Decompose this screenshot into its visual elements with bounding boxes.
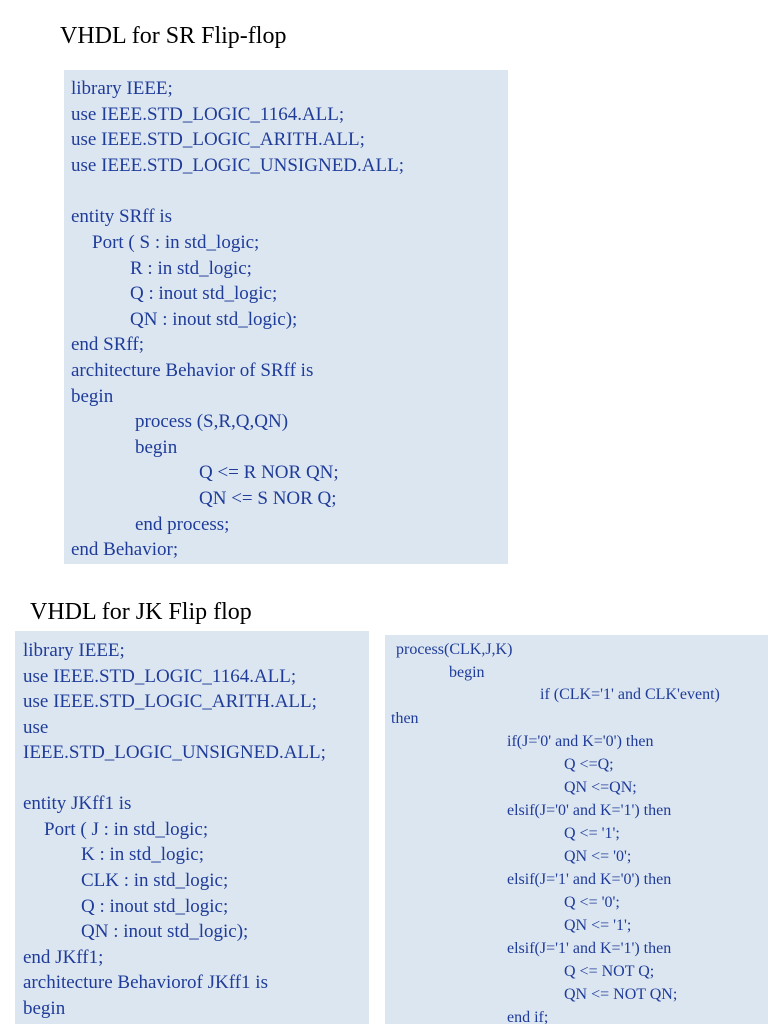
code-line: QN <= NOT QN; bbox=[564, 986, 678, 1003]
code-line: end JKff1; bbox=[23, 947, 104, 968]
jk-heading: VHDL for JK Flip flop bbox=[30, 599, 252, 625]
code-line: use IEEE.STD_LOGIC_ARITH.ALL; bbox=[23, 691, 317, 712]
code-line: QN : inout std_logic); bbox=[81, 921, 249, 942]
code-line: CLK : in std_logic; bbox=[81, 870, 229, 891]
code-line: QN <=QN; bbox=[564, 779, 637, 796]
code-line: if (CLK='1' and CLK'event) bbox=[540, 686, 720, 703]
code-line: use IEEE.STD_LOGIC_UNSIGNED.ALL; bbox=[71, 155, 404, 176]
code-line: Q <= R NOR QN; bbox=[199, 462, 339, 483]
code-line: R : in std_logic; bbox=[130, 258, 252, 279]
code-line: QN <= '0'; bbox=[564, 848, 632, 865]
code-line: use IEEE.STD_LOGIC_1164.ALL; bbox=[71, 104, 345, 125]
code-line: process (S,R,Q,QN) bbox=[135, 411, 289, 432]
code-line: Q <= '0'; bbox=[564, 894, 620, 911]
code-line: end if; bbox=[507, 1009, 549, 1024]
code-line: elsif(J='1' and K='1') then bbox=[507, 940, 672, 957]
code-line: end process; bbox=[135, 514, 230, 535]
code-line: Q <=Q; bbox=[564, 756, 614, 773]
jk-code-block-left bbox=[15, 631, 369, 1024]
code-line: begin bbox=[449, 664, 485, 681]
code-line: QN <= S NOR Q; bbox=[199, 488, 337, 509]
code-line: end Behavior; bbox=[71, 539, 179, 560]
code-line: K : in std_logic; bbox=[81, 844, 204, 865]
sr-code-block bbox=[64, 70, 508, 564]
code-line: Port ( J : in std_logic; bbox=[44, 819, 209, 840]
code-line: Q <= '1'; bbox=[564, 825, 620, 842]
code-line: elsif(J='0' and K='1') then bbox=[507, 802, 672, 819]
code-line: Q : inout std_logic; bbox=[81, 896, 229, 917]
code-line: Q : inout std_logic; bbox=[130, 283, 278, 304]
code-line: if(J='0' and K='0') then bbox=[507, 733, 654, 750]
code-line: entity JKff1 is bbox=[23, 793, 132, 814]
code-line: use bbox=[23, 717, 49, 738]
code-line: library IEEE; bbox=[23, 640, 125, 661]
code-line: elsif(J='1' and K='0') then bbox=[507, 871, 672, 888]
code-line: QN : inout std_logic); bbox=[130, 309, 298, 330]
code-line: end SRff; bbox=[71, 334, 145, 355]
code-line: Port ( S : in std_logic; bbox=[92, 232, 260, 253]
code-line: QN <= '1'; bbox=[564, 917, 632, 934]
code-line: entity SRff is bbox=[71, 206, 172, 227]
code-line: then bbox=[391, 710, 419, 727]
code-line: architecture Behavior of SRff is bbox=[71, 360, 314, 381]
code-line: Q <= NOT Q; bbox=[564, 963, 655, 980]
sr-heading: VHDL for SR Flip-flop bbox=[60, 23, 287, 49]
code-line: library IEEE; bbox=[71, 78, 173, 99]
code-line: begin bbox=[135, 437, 178, 458]
code-line: architecture Behaviorof JKff1 is bbox=[23, 972, 268, 993]
code-line: begin bbox=[23, 998, 66, 1019]
jk-code-block-right bbox=[385, 635, 768, 1024]
code-line: process(CLK,J,K) bbox=[396, 641, 513, 658]
code-line: use IEEE.STD_LOGIC_ARITH.ALL; bbox=[71, 129, 365, 150]
code-line: begin bbox=[71, 386, 114, 407]
code-line: use IEEE.STD_LOGIC_1164.ALL; bbox=[23, 666, 297, 687]
code-line: IEEE.STD_LOGIC_UNSIGNED.ALL; bbox=[23, 742, 326, 763]
